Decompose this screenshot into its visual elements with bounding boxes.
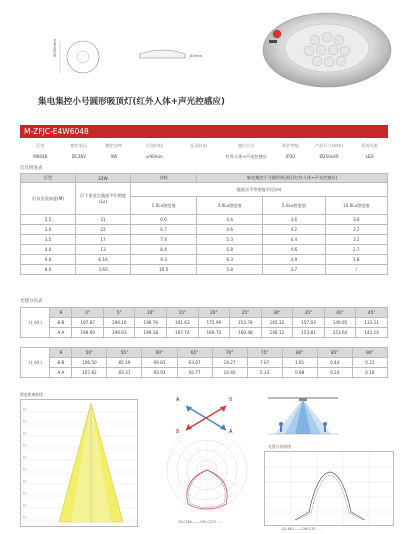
table-cell: 7.67 xyxy=(247,358,282,368)
diameter-label: Ø250mm xyxy=(52,39,57,57)
radius-col: 1.0Lx照度值 xyxy=(131,197,197,215)
angle-cell: 0° xyxy=(72,308,104,318)
illuminance-subheader-row xyxy=(21,183,388,197)
product-name-header: 集电集控小号圆形吸顶灯(红外人体+声光控感应) xyxy=(197,174,388,183)
cone-label: Lx xyxy=(23,467,27,471)
table-cell: 3.0 xyxy=(21,225,76,235)
table-cell: 157.03 xyxy=(293,318,325,328)
table-cell: 145.32 xyxy=(261,318,293,328)
illuminance-heading: 灯具照度表 xyxy=(20,166,43,171)
spec-value: M6048 xyxy=(33,154,48,159)
cone-label: Lx xyxy=(23,491,27,495)
table-cell: 198.69 xyxy=(72,328,104,338)
polar-diagram-svg xyxy=(160,440,255,524)
spec-header: 防护等级 xyxy=(282,142,299,148)
cone-label: Lx xyxy=(23,419,27,423)
label-b: B xyxy=(176,429,180,435)
table-cell: 0.18 xyxy=(352,368,387,378)
table-cell: 197.74 xyxy=(167,328,199,338)
table-cell: 7.4 xyxy=(131,235,197,245)
table-row xyxy=(21,255,388,265)
table-cell: 1.61 xyxy=(282,358,317,368)
model-col-header: 灯型 xyxy=(21,174,76,183)
table-row xyxy=(21,318,388,328)
product-photo xyxy=(255,6,395,90)
illuminance-cone-chart xyxy=(20,399,138,527)
illuminance-table xyxy=(20,173,388,275)
illuminance-cone-svg xyxy=(21,400,139,528)
spec-value: ≥90min xyxy=(145,154,163,159)
table-cell: 0.98 xyxy=(282,368,317,378)
plane-label: B-B xyxy=(50,318,72,328)
table-cell: 199.18 xyxy=(135,328,167,338)
cone-label: Lx xyxy=(23,443,27,447)
table-row xyxy=(21,235,388,245)
table-row xyxy=(21,368,388,378)
height-header: 灯具安装高度(M) xyxy=(21,183,76,215)
table-cell: 0.22 xyxy=(352,358,387,368)
distribution-curve-chart xyxy=(264,451,394,526)
product-photo-svg xyxy=(255,6,395,90)
light-intensity-heading: 光强分布表 xyxy=(20,299,43,304)
angle-cell: 85° xyxy=(317,348,352,358)
angle-cell: 80° xyxy=(282,348,317,358)
plane-arrows xyxy=(178,398,238,438)
table-cell: 56.77 xyxy=(177,368,212,378)
table-row xyxy=(21,215,388,225)
angle-cell: 75° xyxy=(247,348,282,358)
table-cell: 5.8 xyxy=(197,245,263,255)
sensor-coverage-svg xyxy=(263,394,343,439)
table-cell: 4.6 xyxy=(197,225,263,235)
table-cell: 133.11 xyxy=(356,318,388,328)
thickness-label: 40mm xyxy=(190,53,203,58)
spec-table xyxy=(20,140,388,162)
plane-head: θ xyxy=(50,308,72,318)
table-cell: 3.2 xyxy=(325,235,387,245)
spec-header: 感应方式 xyxy=(237,142,255,148)
table-cell: 2.7 xyxy=(325,245,387,255)
angle-row xyxy=(21,308,388,318)
table-cell: 5.8 xyxy=(197,265,263,275)
table-cell: 8.0 xyxy=(21,265,76,275)
plane-label: A-A xyxy=(50,368,72,378)
polar-footer: C0-C180 —— C90-C270 - - - xyxy=(178,520,223,524)
spec-header: 额定功率 xyxy=(105,142,123,148)
table-row xyxy=(21,225,388,235)
table-cell: 3.5 xyxy=(21,235,76,245)
table-cell: 4.2 xyxy=(263,225,325,235)
cone-label: Lx xyxy=(23,407,27,411)
table-cell: 106.50 xyxy=(72,358,107,368)
label-b: B xyxy=(229,397,233,403)
label-a: A xyxy=(176,397,180,403)
table-cell: 22 xyxy=(76,225,131,235)
table-cell: 4.6 xyxy=(263,245,325,255)
polar-diagram xyxy=(160,440,255,530)
spec-header: 额定电压 xyxy=(70,142,88,148)
table-cell: 2.5 xyxy=(21,215,76,225)
spec-value: LED xyxy=(365,154,374,159)
table-cell: 1.8 xyxy=(325,255,387,265)
spec-header: 产品尺寸(mm) xyxy=(314,142,344,148)
table-cell: 191.63 xyxy=(167,318,199,328)
table-cell: 8.4 xyxy=(131,245,197,255)
angle-cell: 5° xyxy=(103,308,135,318)
cone-label: Lx xyxy=(23,515,27,519)
table-row xyxy=(21,245,388,255)
angle-cell: 15° xyxy=(167,308,199,318)
light-intensity-table-2 xyxy=(20,347,388,378)
dimension-drawing-svg xyxy=(35,36,203,86)
unit-label: I ( cd ) xyxy=(21,348,50,378)
table-cell: 141.14 xyxy=(356,328,388,338)
angle-cell: 55° xyxy=(107,348,142,358)
spec-value-row xyxy=(20,151,388,162)
spec-value: IP30 xyxy=(285,154,295,159)
angle-cell: 60° xyxy=(142,348,177,358)
spec-value: DC36V xyxy=(71,154,87,159)
table-cell: 3.65 xyxy=(76,265,131,275)
plane-label: B-B xyxy=(50,358,72,368)
table-cell: 160.48 xyxy=(230,328,262,338)
table-cell: 0.44 xyxy=(317,358,352,368)
angle-row xyxy=(21,348,388,358)
label-a: A xyxy=(229,429,233,435)
table-cell: 4.4 xyxy=(263,235,325,245)
center-illuminance-header: 灯下垂直点地面平均照度(Lx) xyxy=(76,183,131,215)
angle-cell: 10° xyxy=(135,308,167,318)
spec-header: 延迟时间 xyxy=(190,142,207,148)
angle-cell: 30° xyxy=(261,308,293,318)
plane-label: A-A xyxy=(50,328,72,338)
table-cell: 17 xyxy=(76,235,131,245)
model-banner xyxy=(20,125,388,138)
table-cell: 19.27 xyxy=(212,358,247,368)
table-cell: 148.12 xyxy=(261,328,293,338)
cone-label: Lx xyxy=(23,503,27,507)
table-cell: 93.93 xyxy=(142,368,177,378)
table-cell: 4.9 xyxy=(263,255,325,265)
spec-header: 应急时间 xyxy=(145,142,163,148)
radius-col: 3.0Lx照度值 xyxy=(197,197,263,215)
table-cell: 3.6 xyxy=(325,215,387,225)
cone-label: Lx xyxy=(23,479,27,483)
spec-value: 红外人体+声光控感应 xyxy=(225,153,267,159)
table-cell: 5.33 xyxy=(247,368,282,378)
table-cell: 3.6 xyxy=(263,215,325,225)
table-cell: 149.95 xyxy=(324,318,356,328)
angle-cell: 35° xyxy=(293,308,325,318)
angle-cell: 20° xyxy=(198,308,230,318)
sensor-coverage-diagram xyxy=(263,394,343,439)
spec-value xyxy=(178,151,218,162)
illuminance-header-row xyxy=(21,174,388,183)
table-row xyxy=(21,265,388,275)
angle-cell: 70° xyxy=(212,348,247,358)
table-cell: 6.16 xyxy=(76,255,131,265)
table-cell: 9.3 xyxy=(131,255,197,265)
table-cell: 4.6 xyxy=(197,215,263,225)
spec-value: Ø250x40 xyxy=(319,154,339,159)
radius-header: 地面水平等照度半径(m) xyxy=(131,183,388,197)
radius-col: 10.0Lx照度值 xyxy=(325,197,387,215)
table-cell: 69.83 xyxy=(142,358,177,368)
model-number: M-ZFJC-E4W6048 xyxy=(24,127,89,136)
product-title: 集电集控小号圆形吸顶灯(红外人体+声光控感应) xyxy=(38,97,225,107)
table-cell: 175.99 xyxy=(198,318,230,328)
table-cell: 6.7 xyxy=(131,225,197,235)
spec-header: 灯型 xyxy=(36,142,45,148)
light-intensity-table xyxy=(20,307,388,338)
table-cell: 199.63 xyxy=(103,328,135,338)
angle-cell: 65° xyxy=(177,348,212,358)
angle-cell: θ xyxy=(50,348,72,358)
unit-label: I ( cd ) xyxy=(21,308,50,338)
table-cell: 6.0 xyxy=(131,215,197,225)
table-cell: 107.82 xyxy=(72,368,107,378)
table-cell: 197.87 xyxy=(72,318,104,328)
table-cell: 85.19 xyxy=(107,358,142,368)
table-cell: / xyxy=(325,265,387,275)
table-cell: 0.24 xyxy=(317,368,352,378)
table-cell: 198.76 xyxy=(135,318,167,328)
power-col-header: E4W xyxy=(76,174,131,183)
table-cell: 153.81 xyxy=(293,328,325,338)
angle-cell: 45° xyxy=(356,308,388,318)
table-cell: 199.16 xyxy=(103,318,135,328)
dimension-drawing xyxy=(35,36,203,86)
curve-footer: C0-180 —— C90-270 - - - xyxy=(282,527,322,531)
table-cell: 6.0 xyxy=(21,255,76,265)
table-cell: 13 xyxy=(76,245,131,255)
table-cell: 3.2 xyxy=(325,225,387,235)
angle-cell: 50° xyxy=(72,348,107,358)
table-cell: 63.67 xyxy=(177,358,212,368)
curve-heading: 光强分布曲线 xyxy=(268,444,291,449)
table-cell: 5.3 xyxy=(197,235,263,245)
spec-header: 适用光源 xyxy=(361,142,378,148)
spec-header-row xyxy=(20,140,388,151)
spec-value: 4W xyxy=(110,154,118,159)
distribution-curve-svg xyxy=(265,452,395,527)
radius-col: 5.0Lx照度值 xyxy=(263,197,325,215)
table-cell: 83.37 xyxy=(107,368,142,378)
table-cell: 153.64 xyxy=(324,328,356,338)
cone-heading: 照度距离曲线 xyxy=(20,392,43,397)
table-row xyxy=(21,358,388,368)
table-cell: 4.0 xyxy=(21,245,76,255)
table-cell: 153.78 xyxy=(230,318,262,328)
table-row xyxy=(21,328,388,338)
table-cell: 169.75 xyxy=(198,328,230,338)
cone-label: Lx xyxy=(23,455,27,459)
angle-cell: 40° xyxy=(324,308,356,318)
table-cell: 3.7 xyxy=(263,265,325,275)
table-cell: 10.5 xyxy=(131,265,197,275)
name-col-header: 名称 xyxy=(131,174,197,183)
table-cell: 6.3 xyxy=(197,255,263,265)
table-cell: 14.40 xyxy=(212,368,247,378)
angle-cell: 90° xyxy=(352,348,387,358)
cone-label: Lx xyxy=(23,431,27,435)
angle-cell: 25° xyxy=(230,308,262,318)
table-cell: 31 xyxy=(76,215,131,225)
